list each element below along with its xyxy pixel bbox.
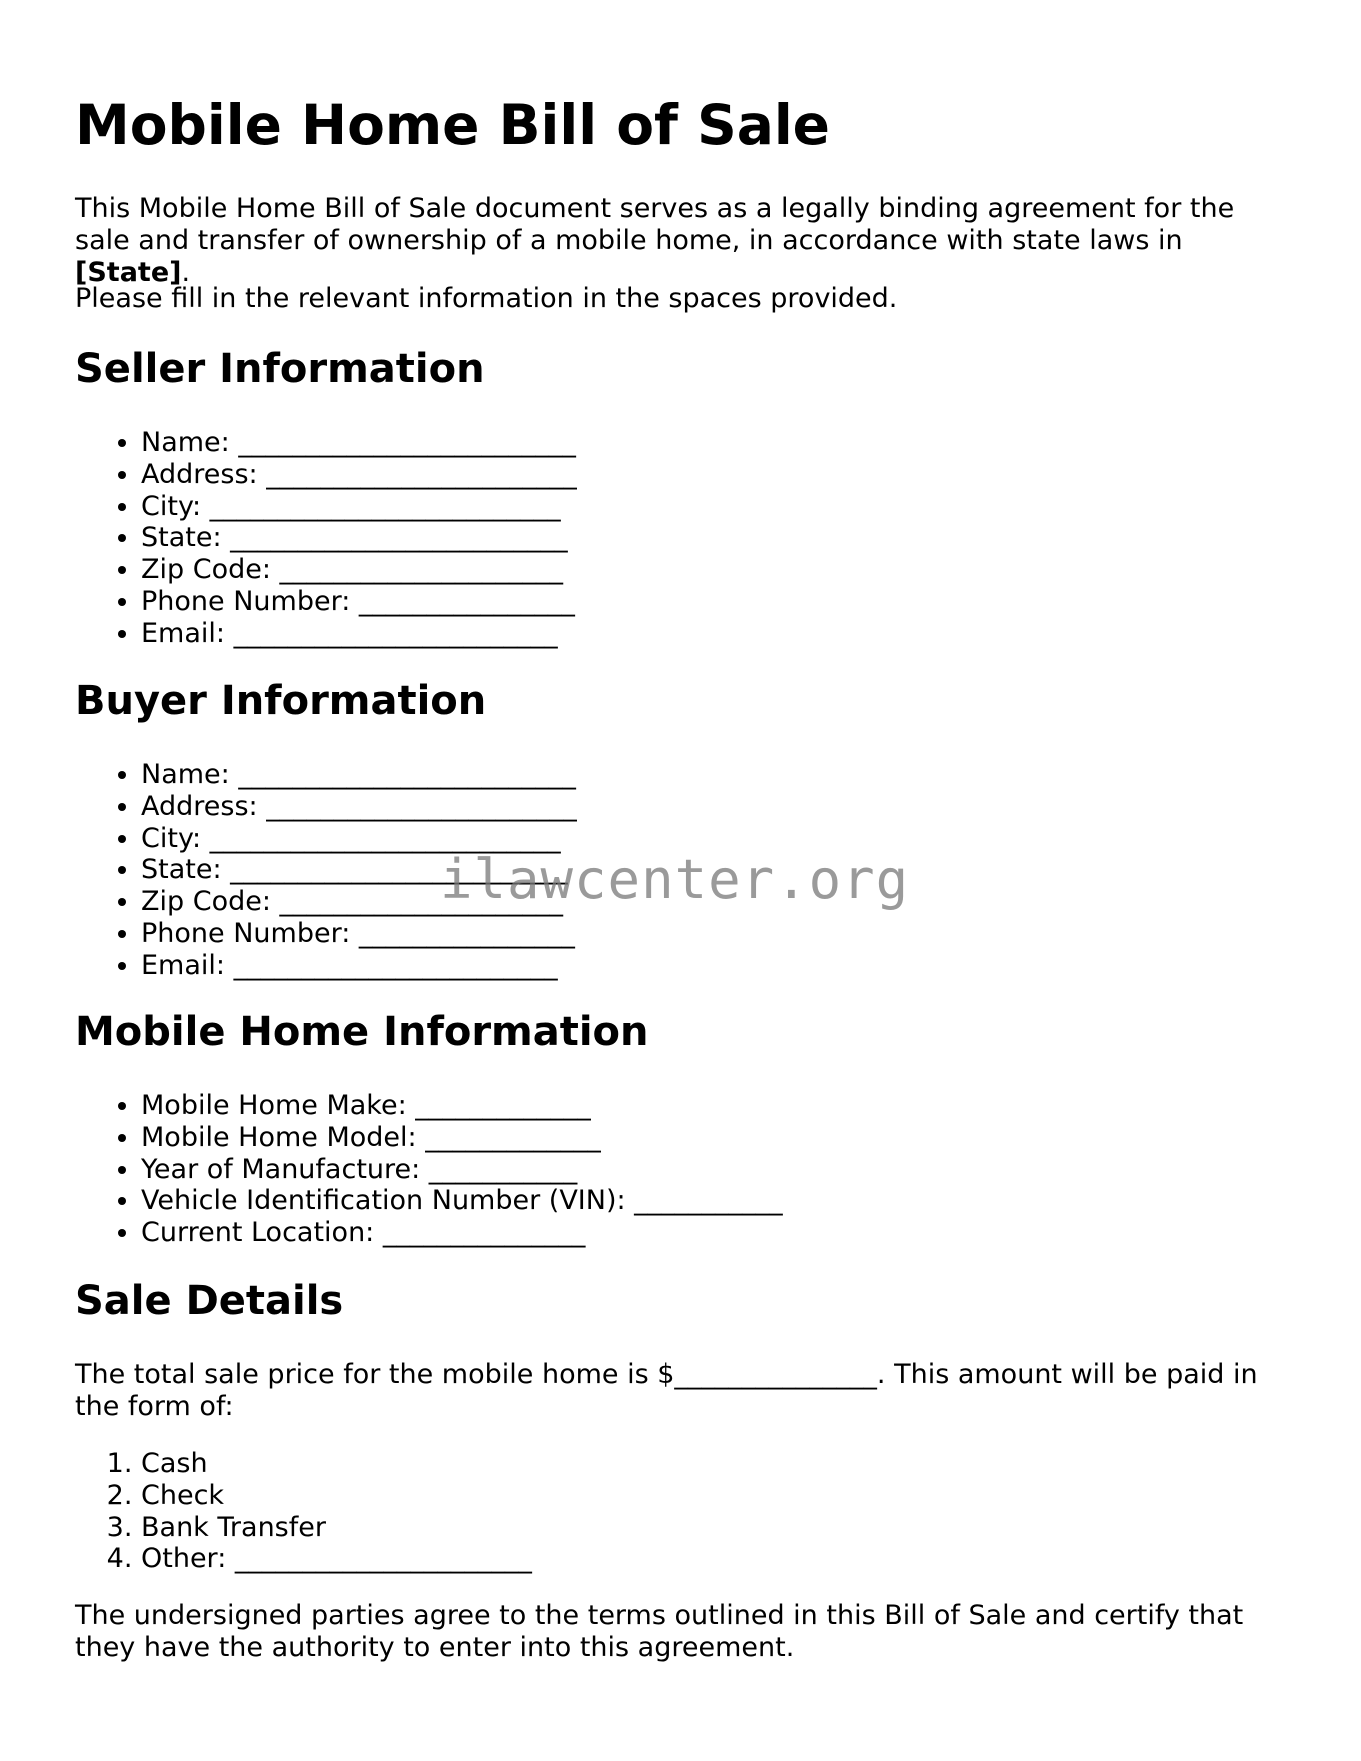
agreement-paragraph: The undersigned parties agree to the terms outlined in this Bill of Sale and certify that they have the authority to enter into this agreement. [75,1600,1244,1663]
year-of-manufacture-field[interactable]: • Year of Manufacture: ___________ [141,1154,783,1186]
seller-name-field[interactable]: • Name: _________________________ [141,427,577,459]
buyer-zip-field[interactable]: • Zip Code: _____________________ [141,886,577,918]
sale-details-section-heading: Sale Details [75,1278,344,1324]
payment-method-cash[interactable]: 1. Cash [141,1448,532,1480]
buyer-city-field[interactable]: • City: __________________________ [141,823,577,855]
intro-text: This Mobile Home Bill of Sale document serves as a legally binding agreement for the sale and transfer of ownership of a mobile home, in accordance with state laws in [75,193,1235,256]
buyer-address-field[interactable]: • Address: _______________________ [141,791,577,823]
buyer-section-heading: Buyer Information [75,678,487,724]
mobile-home-section-heading: Mobile Home Information [75,1009,649,1055]
payment-method-bank-transfer[interactable]: 3. Bank Transfer [141,1512,532,1544]
seller-city-field[interactable]: • City: __________________________ [141,491,577,523]
mobile-home-model-field[interactable]: • Mobile Home Model: _____________ [141,1122,783,1154]
buyer-phone-field[interactable]: • Phone Number: ________________ [141,918,577,950]
seller-section-heading: Seller Information [75,346,485,392]
mobile-home-fields-list [75,1090,783,1249]
instructions-paragraph: Please fill in the relevant information in the spaces provided. [75,283,898,314]
buyer-email-field[interactable]: • Email: ________________________ [141,950,577,982]
seller-state-field[interactable]: • State: _________________________ [141,522,577,554]
seller-fields-list [75,427,577,650]
document-title: Mobile Home Bill of Sale [75,93,830,157]
watermark-text: ilawcenter.org [440,848,910,911]
seller-email-field[interactable]: • Email: ________________________ [141,618,577,650]
current-location-field[interactable]: • Current Location: _______________ [141,1217,783,1249]
seller-zip-field[interactable]: • Zip Code: _____________________ [141,554,577,586]
vin-field[interactable]: • Vehicle Identification Number (VIN): ___________ [141,1185,783,1217]
payment-method-check[interactable]: 2. Check [141,1480,532,1512]
intro-state-placeholder: [State] [75,257,182,288]
sale-price-paragraph: The total sale price for the mobile home is $_______________. This amount will be paid in the form of: [75,1359,1258,1422]
seller-phone-field[interactable]: • Phone Number: ________________ [141,586,577,618]
buyer-state-field[interactable]: • State: _________________________ [141,854,577,886]
intro-paragraph [75,193,1285,289]
seller-address-field[interactable]: • Address: _______________________ [141,459,577,491]
intro-period: . [181,257,191,288]
payment-method-other[interactable]: 4. Other: ______________________ [141,1543,532,1575]
payment-methods-list [75,1448,532,1575]
mobile-home-make-field[interactable]: • Mobile Home Make: _____________ [141,1090,783,1122]
buyer-name-field[interactable]: • Name: _________________________ [141,759,577,791]
